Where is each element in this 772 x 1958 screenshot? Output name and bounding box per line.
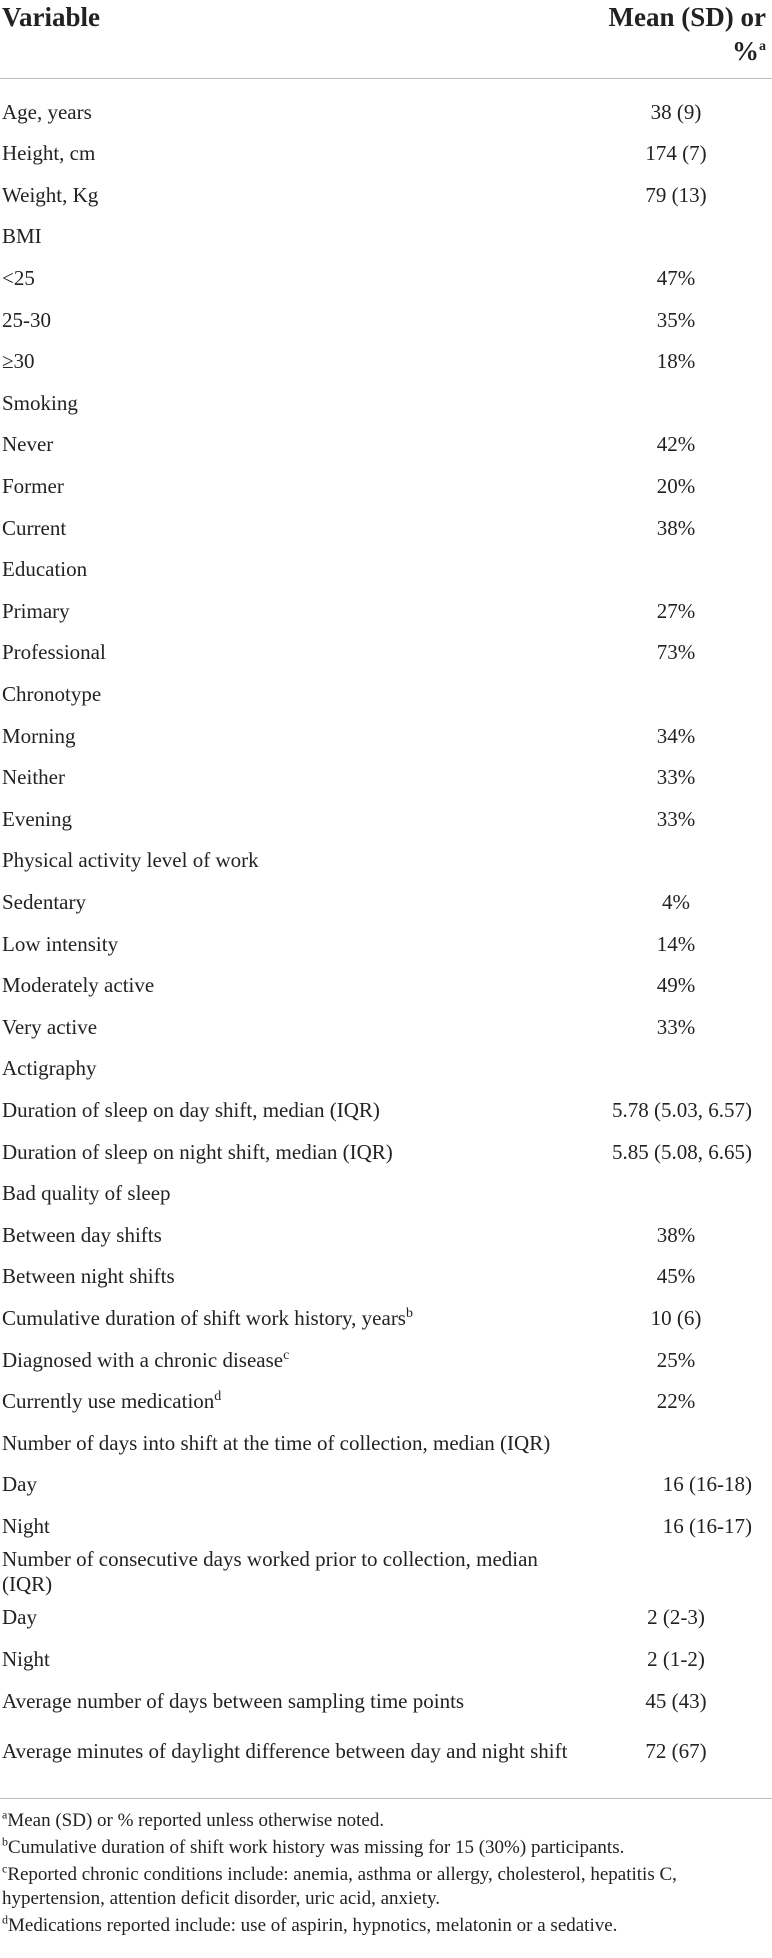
row-label-text: <25 (2, 266, 35, 291)
table-header-row (0, 0, 772, 78)
table-row (0, 1090, 772, 1132)
table-row (0, 674, 772, 716)
row-label-text: 25-30 (2, 307, 51, 332)
table-footnotes (0, 1798, 772, 1938)
row-label (0, 1048, 580, 1090)
table-row (0, 1214, 772, 1256)
row-value: 45 (43) (645, 1688, 707, 1713)
row-label (0, 923, 580, 965)
row-label-text: Currently use medication (2, 1389, 215, 1414)
row-label-text: Education (2, 557, 88, 582)
table-row (0, 715, 772, 757)
row-value: 49% (656, 973, 696, 998)
row-label-text: Between night shifts (2, 1264, 175, 1289)
table-row (0, 258, 772, 300)
row-value: 2 (1-2) (647, 1647, 705, 1672)
row-value (580, 674, 772, 716)
table-row (0, 1639, 772, 1681)
row-value: 14% (656, 931, 696, 956)
row-label (0, 1722, 580, 1792)
footnote (2, 1836, 772, 1860)
row-label (0, 507, 580, 549)
row-label-text: Night (2, 1647, 50, 1672)
row-value: 33% (656, 765, 696, 790)
row-label-text: Age, years (2, 100, 92, 125)
row-value: 5.85 (5.08, 6.65) (612, 1139, 752, 1164)
table-row (0, 78, 772, 133)
row-value (580, 1048, 772, 1090)
footnote-mark: c (2, 1861, 8, 1876)
row-label (0, 799, 580, 841)
table-row (0, 1597, 772, 1639)
row-label (0, 216, 580, 258)
header-value-footnote-mark: a (759, 39, 766, 54)
row-value: 38% (656, 515, 696, 540)
table-row (0, 383, 772, 425)
table-row (0, 299, 772, 341)
table-row (0, 549, 772, 591)
table-row (0, 1722, 772, 1792)
row-value: 38 (9) (650, 100, 702, 125)
row-value: 73% (656, 640, 696, 665)
table-row (0, 133, 772, 175)
row-label (0, 757, 580, 799)
row-value: 72 (67) (645, 1739, 707, 1764)
row-label (0, 965, 580, 1007)
row-label (0, 674, 580, 716)
row-label (0, 1506, 580, 1548)
row-label (0, 1639, 580, 1681)
header-value-label: Mean (SD) or % (608, 2, 766, 66)
row-label-text: Number of days into shift at the time of collection, median (IQR) (2, 1430, 551, 1455)
row-label-text: Morning (2, 723, 76, 748)
row-value: 5.78 (5.03, 6.57) (612, 1097, 752, 1122)
row-value: 47% (656, 266, 696, 291)
row-value: 35% (656, 307, 696, 332)
row-label (0, 591, 580, 633)
table-row (0, 1506, 772, 1548)
row-label-text: Weight, Kg (2, 182, 99, 207)
row-label-text: BMI (2, 224, 42, 249)
row-value: 38% (656, 1222, 696, 1247)
row-label-text: Sedentary (2, 889, 86, 914)
row-label (0, 1214, 580, 1256)
row-value: 16 (16-17) (662, 1513, 752, 1538)
row-label-text: Physical activity level of work (2, 848, 259, 873)
row-value (580, 1173, 772, 1215)
row-label (0, 1298, 580, 1340)
footnote (2, 1914, 772, 1938)
table-body (0, 78, 772, 1792)
footnote-mark: d (2, 1912, 8, 1927)
row-label (0, 1006, 580, 1048)
row-label-text: Neither (2, 765, 65, 790)
row-value: 4% (662, 889, 690, 914)
table-row (0, 923, 772, 965)
row-label (0, 78, 580, 133)
row-label-text: Very active (2, 1014, 98, 1039)
footnote (2, 1863, 772, 1911)
row-label-text: Moderately active (2, 973, 155, 998)
table-row (0, 507, 772, 549)
row-label-text: Average minutes of daylight difference between day and night shift (2, 1739, 568, 1764)
footnote (2, 1809, 772, 1833)
table-row (0, 632, 772, 674)
row-value: 33% (656, 806, 696, 831)
row-label-text: ≥30 (2, 349, 35, 374)
row-label (0, 1131, 580, 1173)
table-row (0, 216, 772, 258)
row-label-text: Bad quality of sleep (2, 1181, 171, 1206)
row-label-text: Current (2, 515, 67, 540)
table-row (0, 882, 772, 924)
row-value: 25% (656, 1347, 696, 1372)
row-label-text: Chronotype (2, 682, 102, 707)
row-value: 42% (656, 432, 696, 457)
table-row (0, 1048, 772, 1090)
row-value: 33% (656, 1014, 696, 1039)
row-label (0, 549, 580, 591)
table-row (0, 1464, 772, 1506)
row-value: 18% (656, 349, 696, 374)
row-label (0, 632, 580, 674)
table-row (0, 1381, 772, 1423)
table-row (0, 1131, 772, 1173)
row-label-text: Primary (2, 598, 70, 623)
row-label (0, 1256, 580, 1298)
footnote-text: Mean (SD) or % reported unless otherwise noted. (7, 1809, 385, 1831)
row-value (580, 383, 772, 425)
row-label (0, 1339, 580, 1381)
row-label-text: Duration of sleep on night shift, median (IQR) (2, 1139, 393, 1164)
row-value (580, 549, 772, 591)
table-row (0, 175, 772, 217)
row-label-text: Cumulative duration of shift work history, years (2, 1305, 406, 1330)
row-value (580, 840, 772, 882)
row-label (0, 466, 580, 508)
row-label (0, 299, 580, 341)
row-value: 16 (16-18) (662, 1472, 752, 1497)
row-value: 20% (656, 474, 696, 499)
table-row (0, 1006, 772, 1048)
table-row (0, 1680, 772, 1722)
row-value: 34% (656, 723, 696, 748)
row-label (0, 1381, 580, 1423)
table-row (0, 840, 772, 882)
table-row (0, 1422, 772, 1464)
row-label-text: Day (2, 1605, 37, 1630)
row-label-text: Duration of sleep on day shift, median (IQR) (2, 1097, 380, 1122)
row-label-text: Number of consecutive days worked prior to collection, median (IQR) (2, 1547, 538, 1597)
row-label (0, 1173, 580, 1215)
row-value: 27% (656, 598, 696, 623)
row-label (0, 383, 580, 425)
row-label-text: Former (2, 474, 64, 499)
row-label-text: Night (2, 1513, 50, 1538)
row-label-text: Professional (2, 640, 106, 665)
table-row (0, 466, 772, 508)
table-row (0, 341, 772, 383)
table-row (0, 757, 772, 799)
table-row (0, 1256, 772, 1298)
row-label (0, 1422, 580, 1464)
row-value: 22% (656, 1389, 696, 1414)
row-value: 174 (7) (645, 141, 707, 166)
table-row (0, 1339, 772, 1381)
table-row (0, 424, 772, 466)
row-label (0, 1090, 580, 1132)
table-row (0, 1298, 772, 1340)
row-label-text: Between day shifts (2, 1222, 162, 1247)
row-label (0, 1597, 580, 1639)
row-value: 45% (656, 1264, 696, 1289)
row-label (0, 258, 580, 300)
row-value: 79 (13) (645, 182, 707, 207)
table-row (0, 799, 772, 841)
footnote-text: Cumulative duration of shift work history was missing for 15 (30%) participants. (8, 1836, 625, 1858)
row-value (580, 1422, 772, 1464)
footnote-mark: c (283, 1347, 290, 1363)
row-label-text: Height, cm (2, 141, 96, 166)
row-value: 2 (2-3) (647, 1605, 705, 1630)
row-label (0, 840, 580, 882)
table-row (0, 965, 772, 1007)
footnote-mark: b (405, 1305, 413, 1321)
footnote-mark: b (2, 1834, 8, 1849)
footnote-mark: a (2, 1807, 8, 1822)
row-label (0, 424, 580, 466)
header-value (580, 0, 772, 78)
row-label-text: Never (2, 432, 54, 457)
row-label-text: Diagnosed with a chronic disease (2, 1347, 284, 1372)
table-row (0, 1547, 772, 1597)
header-variable: Variable (0, 0, 580, 78)
row-value (580, 216, 772, 258)
row-value (580, 1547, 772, 1597)
table-row (0, 591, 772, 633)
table-row (0, 1173, 772, 1215)
row-label (0, 1547, 580, 1597)
row-label (0, 1680, 580, 1722)
row-label (0, 341, 580, 383)
row-label (0, 133, 580, 175)
row-label-text: Average number of days between sampling time points (2, 1688, 465, 1713)
row-label (0, 1464, 580, 1506)
footnote-text: Reported chronic conditions include: anemia, asthma or allergy, cholesterol, hepatitis C, hypertension, attention deficit disorder, uric acid, anxiety. (2, 1863, 677, 1909)
row-value: 10 (6) (650, 1305, 702, 1330)
row-label-text: Low intensity (2, 931, 119, 956)
row-label-text: Day (2, 1472, 37, 1497)
footnote-mark: d (214, 1389, 222, 1405)
row-label (0, 882, 580, 924)
row-label (0, 715, 580, 757)
row-label-text: Smoking (2, 390, 78, 415)
row-label (0, 175, 580, 217)
row-label-text: Evening (2, 806, 72, 831)
footnote-text: Medications reported include: use of aspirin, hypnotics, melatonin or a sedative. (8, 1914, 618, 1936)
row-label-text: Actigraphy (2, 1056, 97, 1081)
